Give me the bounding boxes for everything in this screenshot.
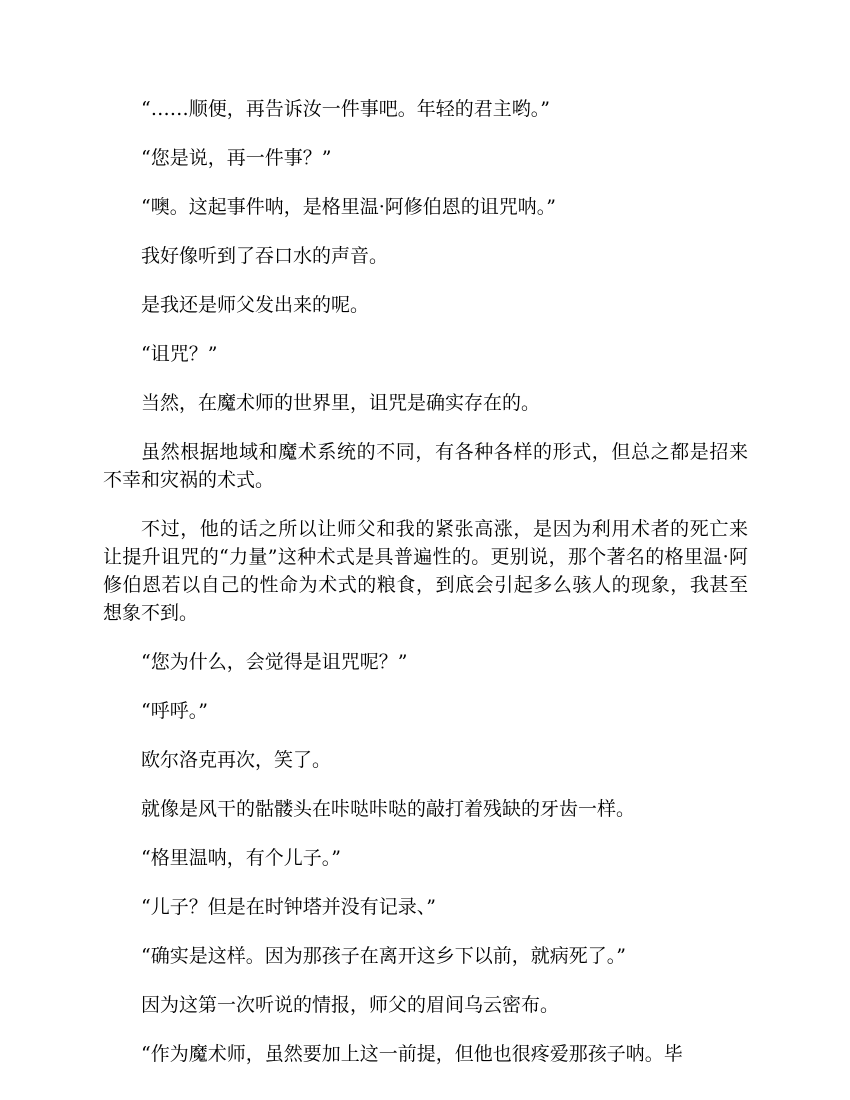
paragraph: “格里温呐，有个儿子。” [141, 847, 341, 869]
paragraph: 不过，他的话之所以让师父和我的紧张高涨，是因为利用术者的死亡来让提升诅咒的“力量”这种术式是具普遍性的。更别说，那个著名的格里温·阿修伯恩若以自己的性命为术式的粮食，到底会引起多么骇人的现象，我甚至想象不到。 [103, 518, 748, 624]
paragraph: 虽然根据地域和魔术系统的不同，有各种各样的形式，但总之都是招来不幸和灾祸的术式。 [103, 441, 748, 491]
paragraph: “您是说，再一件事？” [141, 147, 332, 169]
paragraph: 就像是风干的骷髅头在咔哒咔哒的敲打着残缺的牙齿一样。 [141, 798, 636, 820]
paragraph: “作为魔术师，虽然要加上这一前提，但他也很疼爱那孩子呐。毕 [141, 1043, 683, 1065]
paragraph: 我好像听到了吞口水的声音。 [141, 245, 389, 267]
paragraph: “确实是这样。因为那孩子在离开这乡下以前，就病死了。” [141, 945, 626, 967]
paragraph: “您为什么，会觉得是诅咒呢？” [141, 651, 408, 673]
paragraph: “诅咒？” [141, 343, 218, 365]
paragraph: “呼呼。” [141, 700, 208, 722]
paragraph: 欧尔洛克再次，笑了。 [141, 749, 332, 771]
paragraph: 因为这第一次听说的情报，师父的眉间乌云密布。 [141, 994, 560, 1016]
paragraph: 当然，在魔术师的世界里，诅咒是确实存在的。 [141, 392, 541, 414]
paragraph: “儿子？但是在时钟塔并没有记录、” [141, 896, 436, 918]
paragraph: “……顺便，再告诉汝一件事吧。年轻的君主哟。” [141, 98, 550, 120]
document-page [103, 95, 748, 1089]
paragraph: “噢。这起事件呐，是格里温·阿修伯恩的诅咒呐。” [141, 196, 556, 218]
paragraph: 是我还是师父发出来的呢。 [141, 294, 370, 316]
